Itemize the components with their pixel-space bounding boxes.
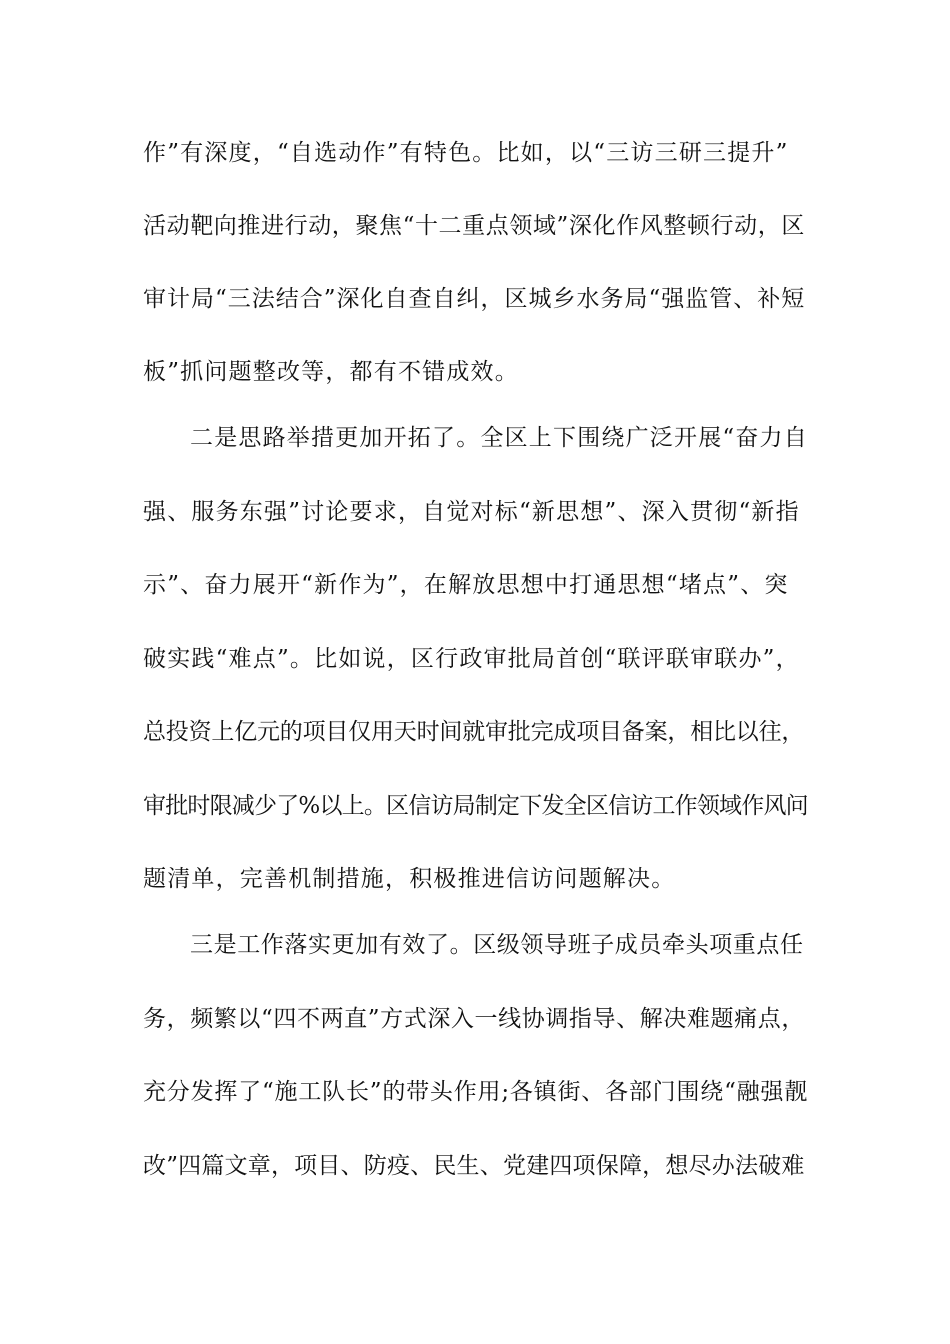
paragraph-start-line: 三是工作落实更加有效了。区级领导班子成员牵头项重点任 [190,932,804,958]
text-line: 审计局“三法结合”深化自查自纠，区城乡水务局“强监管、补短 [143,286,806,312]
text-line: 破实践“难点”。比如说，区行政审批局首创“联评联审联办”， [143,646,800,672]
text-line: 作”有深度，“自选动作”有特色。比如，以“三访三研三提升” [143,140,789,166]
text-line: 总投资上亿元的项目仅用天时间就审批完成项目备案，相比以往， [143,719,805,745]
text-line: 板”抓问题整改等，都有不错成效。 [143,359,519,385]
text-line: 示”、奋力展开“新作为”，在解放思想中打通思想“堵点”、突 [143,572,789,598]
text-line: 审批时限减少了%以上。区信访局制定下发全区信访工作领域作风问 [143,793,808,819]
text-line: 充分发挥了“施工队长”的带头作用;各镇街、各部门围绕“融强靓 [143,1079,809,1105]
text-line: 强、服务东强”讨论要求，自觉对标“新思想”、深入贯彻“新指 [143,499,800,525]
text-line: 务，频繁以“四不两直”方式深入一线协调指导、解决难题痛点， [143,1006,805,1032]
paragraph-start-line: 二是思路举措更加开拓了。全区上下围绕广泛开展“奋力自 [190,425,808,451]
text-line: 改”四篇文章，项目、防疫、民生、党建四项保障，想尽办法破难 [143,1153,805,1179]
text-line: 活动靶向推进行动，聚焦“十二重点领域”深化作风整顿行动，区 [143,213,805,239]
text-line: 题清单，完善机制措施，积极推进信访问题解决。 [143,866,676,892]
